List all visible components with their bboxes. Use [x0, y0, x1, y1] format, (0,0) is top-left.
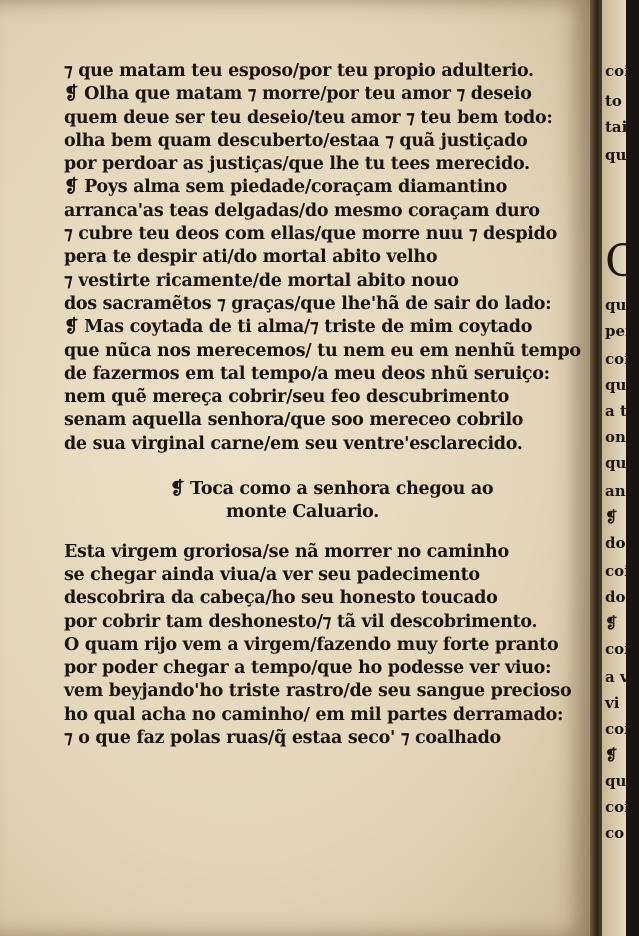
- right-page-fragment: an: [605, 482, 626, 500]
- right-page-fragment: coi: [605, 798, 630, 816]
- verse-block-top: [64, 60, 594, 456]
- right-page-fragment: ❡: [605, 614, 618, 632]
- text-line: dos sacramẽtos ⁊ graças/que lhe'hã de sair do lado:: [64, 293, 552, 314]
- text-line: ⁊ que matam teu esposo/por teu propio adulterio.: [64, 61, 534, 81]
- text-line: ⁊ vestirte ricamente/de mortal abito nouo: [64, 270, 459, 291]
- right-page-fragment: qu: [605, 454, 627, 472]
- right-page-fragment: qu: [605, 772, 627, 790]
- right-page-fragment: do: [605, 588, 626, 606]
- text-line: ⁊ cubre teu deos com ellas/que morre nuu ⁊ despido: [64, 224, 557, 245]
- right-page-fragment: on: [605, 428, 626, 446]
- text-line: de fazermos em tal tempo/a meu deos nhũ seruiço:: [64, 363, 550, 384]
- right-page-fragment: a t: [605, 402, 627, 420]
- right-page-fragment: que: [605, 146, 636, 164]
- text-line: por perdoar as justiças/que lhe tu tees merecido.: [64, 154, 530, 175]
- text-line: de sua virginal carne/em seu ventre'esclarecido.: [64, 433, 523, 454]
- text-line: ❡ Olha que matam ⁊ morre/por teu amor ⁊ deseio: [64, 84, 532, 105]
- text-line: senam aquella senhora/que soo mereceo cobrilo: [64, 410, 524, 431]
- right-page-fragment: co: [605, 824, 625, 842]
- text-line: ho qual acha no caminho/ em mil partes derramado:: [64, 704, 564, 725]
- right-page-fragment: vi: [605, 694, 620, 712]
- right-page-fragment: pei: [605, 322, 631, 340]
- text-line: nem quẽ mereça cobrir/seu feo descubrimento: [64, 387, 509, 408]
- right-page-fragment: tai: [605, 118, 628, 136]
- right-page-fragment: ❡: [605, 746, 618, 764]
- text-line: se chegar ainda viua/a ver seu padecimento: [64, 564, 480, 585]
- right-page-fragment: qu: [605, 376, 627, 394]
- right-page-fragment: ❡: [605, 508, 618, 526]
- right-page-fragment: coi: [605, 562, 630, 580]
- text-line: vem beyjando'ho triste rastro/de seu sangue precioso: [64, 681, 572, 702]
- right-page-fragment: a v: [605, 668, 629, 686]
- section-heading-cont: monte Caluario.: [226, 502, 380, 523]
- text-line: ❡ Poys alma sem piedade/coraçam diamantino: [64, 177, 507, 198]
- text-line: arranca'as teas delgadas/do mesmo coraçam duro: [64, 200, 540, 221]
- text-line: quem deue ser teu deseio/teu amor ⁊ teu bem todo:: [64, 107, 553, 128]
- right-page-fragment: to: [605, 92, 622, 110]
- spacer: [64, 525, 594, 541]
- text-line: olha bem quam descuberto/estaa ⁊ quã justiçado: [64, 130, 528, 151]
- right-page-edge: [602, 0, 639, 936]
- spacer: [64, 456, 594, 478]
- right-page-fragment: qu: [605, 296, 627, 314]
- section-heading: ❡ Toca como a senhora chegou ao: [170, 479, 494, 500]
- text-line: ❡ Mas coytada de ti alma/⁊ triste de mim coytado: [64, 317, 533, 338]
- text-line: que nũca nos merecemos/ tu nem eu em nenhũ tempo: [64, 340, 581, 361]
- right-page-fragment: coi: [605, 62, 630, 80]
- right-page-fragment: do: [605, 534, 626, 552]
- right-page-fragment: coi: [605, 640, 630, 658]
- text-line: por cobrir tam deshonesto/⁊ tã vil descobrimento.: [64, 611, 538, 632]
- text-block: [64, 60, 594, 750]
- text-line: descobrira da cabeça/ho seu honesto toucado: [64, 588, 498, 609]
- right-page-fragment: C: [605, 236, 639, 287]
- right-page-fragment: coi: [605, 720, 630, 738]
- text-line: O quam rijo vem a virgem/fazendo muy forte pranto: [64, 634, 559, 655]
- text-line: pera te despir ati/do mortal abito velho: [64, 247, 438, 268]
- text-line: por poder chegar a tempo/que ho podesse ver viuo:: [64, 658, 552, 679]
- verse-block-bottom: [64, 541, 594, 751]
- text-line: Esta virgem groriosa/se nã morrer no caminho: [64, 541, 509, 562]
- text-line: ⁊ o que faz polas ruas/q̃ estaa seco' ⁊ coalhado: [64, 728, 501, 749]
- right-page-fragment: coi: [605, 350, 630, 368]
